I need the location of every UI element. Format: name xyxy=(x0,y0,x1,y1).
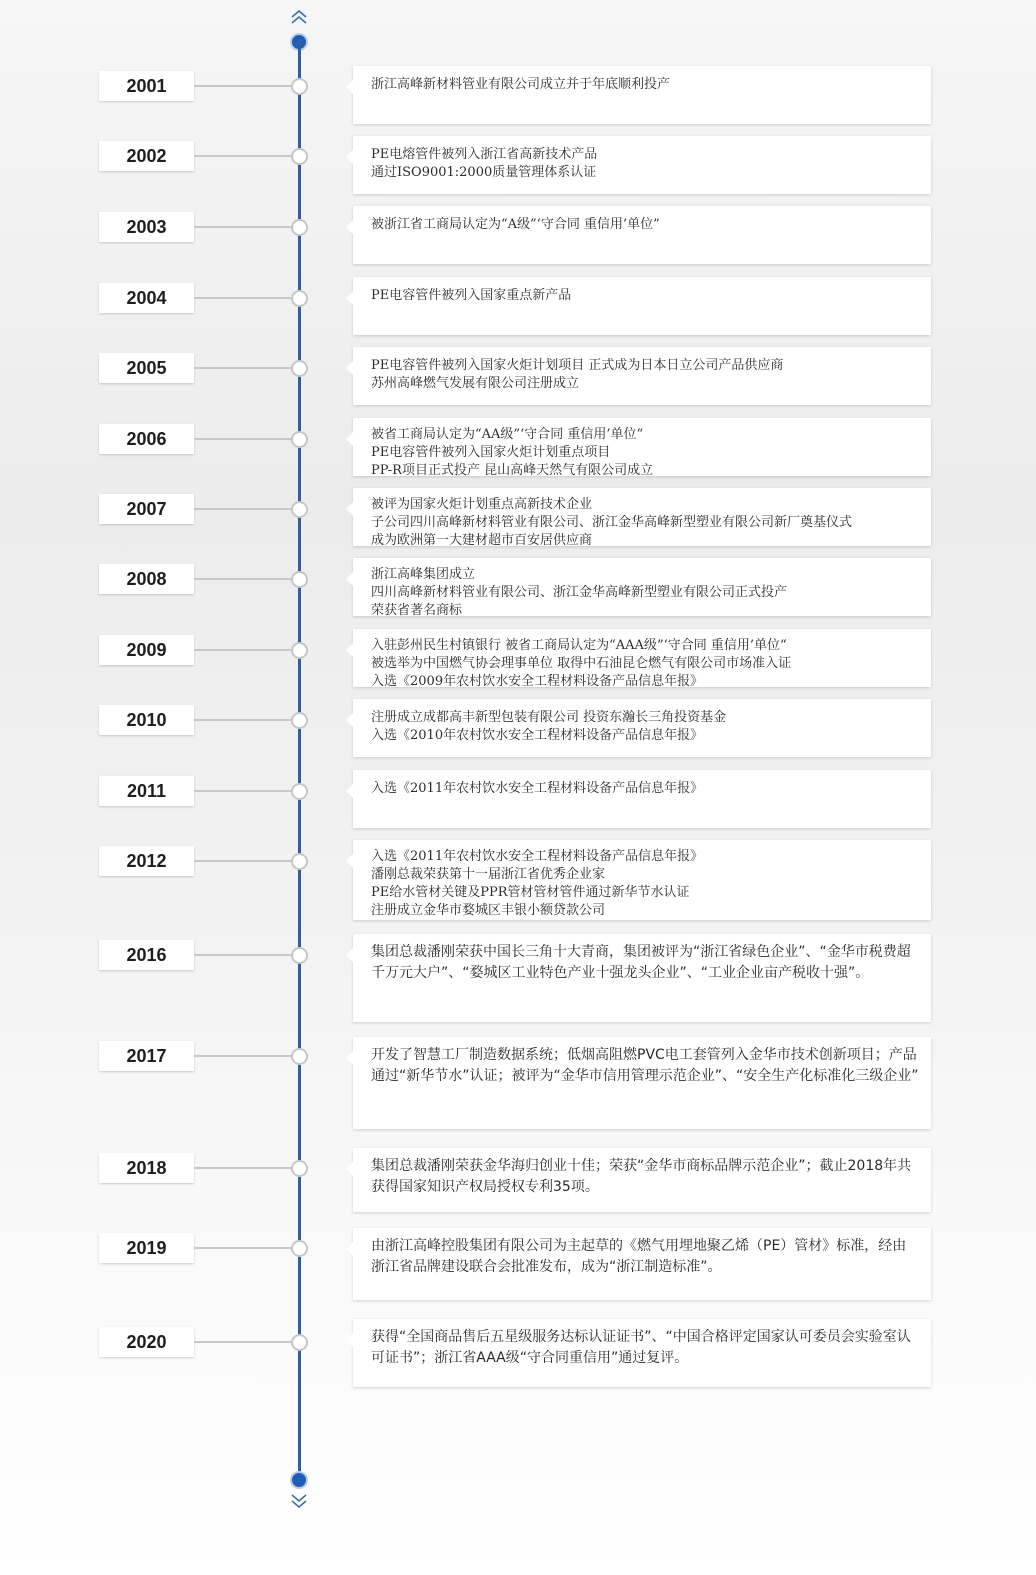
event-text: 子公司四川高峰新材料管业有限公司、浙江金华高峰新型塑业有限公司新厂奠基仪式 xyxy=(371,515,853,530)
year-label: 2002 xyxy=(99,141,194,171)
year-connector-line xyxy=(194,578,292,580)
event-card xyxy=(353,558,931,616)
timeline-node xyxy=(291,148,308,165)
timeline-node xyxy=(291,642,308,659)
event-text: PE电容管件被列入国家重点新产品 xyxy=(371,288,572,303)
event-text: 浙江高峰新材料管业有限公司成立并于年底顺利投产 xyxy=(371,77,671,92)
event-text: 被选举为中国燃气协会理事单位 取得中石油昆仑燃气有限公司市场准入证 xyxy=(371,656,792,671)
year-connector-line xyxy=(194,367,292,369)
timeline-node xyxy=(291,290,308,307)
event-text: 由浙江高峰控股集团有限公司为主起草的《燃气用埋地聚乙烯（PE）管材》标准，经由浙江省品牌建设联合会批准发布，成为“浙江制造标准”。 xyxy=(371,1238,907,1275)
timeline-axis-line xyxy=(298,40,301,1480)
year-label: 2006 xyxy=(99,424,194,454)
event-card xyxy=(353,136,931,194)
timeline-node xyxy=(291,1160,308,1177)
event-text: 通过ISO9001:2000质量管理体系认证 xyxy=(371,165,597,180)
event-text: 成为欧洲第一大建材超市百安居供应商 xyxy=(371,533,593,548)
event-card xyxy=(353,206,931,264)
event-text: 苏州高峰燃气发展有限公司注册成立 xyxy=(371,376,580,391)
year-connector-line xyxy=(194,297,292,299)
timeline-node xyxy=(291,1334,308,1351)
timeline-node xyxy=(291,853,308,870)
year-connector-line xyxy=(194,226,292,228)
year-connector-line xyxy=(194,860,292,862)
event-text: PE电容管件被列入国家火炬计划项目 正式成为日本日立公司产品供应商 xyxy=(371,358,784,373)
year-connector-line xyxy=(194,1167,292,1169)
timeline-node xyxy=(291,947,308,964)
event-text: 被浙江省工商局认定为“A级”‘守合同 重信用’单位” xyxy=(371,217,660,232)
timeline-node xyxy=(291,219,308,236)
event-text: 被评为国家火炬计划重点高新技术企业 xyxy=(371,497,593,512)
event-card xyxy=(353,488,931,546)
event-card xyxy=(353,347,931,405)
event-text: 入选《2011年农村饮水安全工程材料设备产品信息年报》 xyxy=(371,849,704,864)
event-card xyxy=(353,699,931,757)
year-connector-line xyxy=(194,649,292,651)
year-connector-line xyxy=(194,719,292,721)
year-label: 2012 xyxy=(99,846,194,876)
year-connector-line xyxy=(194,1055,292,1057)
year-connector-line xyxy=(194,85,292,87)
event-text: 被省工商局认定为“AA级”‘守合同 重信用’单位“ xyxy=(371,427,644,442)
year-label: 2019 xyxy=(99,1233,194,1263)
timeline-node xyxy=(291,1048,308,1065)
year-label: 2009 xyxy=(99,635,194,665)
year-connector-line xyxy=(194,954,292,956)
year-label: 2008 xyxy=(99,564,194,594)
event-card xyxy=(353,840,931,920)
timeline-node xyxy=(291,783,308,800)
event-text: 集团总裁潘刚荣获金华海归创业十佳；荣获“金华市商标品牌示范企业”；截止2018年共获得国家知识产权局授权专利35项。 xyxy=(371,1158,912,1195)
timeline-node xyxy=(291,712,308,729)
event-text: 潘刚总裁荣获第十一届浙江省优秀企业家 xyxy=(371,867,606,882)
event-card xyxy=(353,418,931,476)
timeline-node xyxy=(291,501,308,518)
timeline-node xyxy=(291,571,308,588)
event-card xyxy=(353,934,931,1022)
event-card xyxy=(353,66,931,124)
event-text: 获得“全国商品售后五星级服务达标认证证书”、“中国合格评定国家认可委员会实验室认可证书”；浙江省AAA级“守合同重信用”通过复评。 xyxy=(371,1329,911,1366)
event-card xyxy=(353,1148,931,1212)
event-card xyxy=(353,1319,931,1387)
year-connector-line xyxy=(194,790,292,792)
event-text: 入选《2009年农村饮水安全工程材料设备产品信息年报》 xyxy=(371,674,704,689)
year-label: 2010 xyxy=(99,705,194,735)
event-text: PE电熔管件被列入浙江省高新技术产品 xyxy=(371,147,598,162)
event-text: 入驻彭州民生村镇银行 被省工商局认定为“AAA级”‘守合同 重信用’单位“ xyxy=(371,638,787,653)
event-text: 开发了智慧工厂制造数据系统；低烟高阻燃PVC电工套管列入金华市技术创新项目；产品通过“新华节水”认证；被评为“金华市信用管理示范企业”、“安全生产化标准化三级企业” xyxy=(371,1047,919,1084)
year-label: 2007 xyxy=(99,494,194,524)
year-connector-line xyxy=(194,508,292,510)
year-connector-line xyxy=(194,155,292,157)
event-text: 荣获省著名商标 xyxy=(371,603,463,618)
year-label: 2005 xyxy=(99,353,194,383)
year-label: 2018 xyxy=(99,1153,194,1183)
event-text: PE给水管材关键及PPR管材管材管件通过新华节水认证 xyxy=(371,885,690,900)
chevron-down-icon[interactable] xyxy=(290,1492,308,1510)
year-label: 2001 xyxy=(99,71,194,101)
event-text: PE电容管件被列入国家火炬计划重点项目 xyxy=(371,445,611,460)
year-label: 2020 xyxy=(99,1327,194,1357)
timeline-node xyxy=(291,360,308,377)
event-card xyxy=(353,770,931,828)
year-connector-line xyxy=(194,438,292,440)
year-label: 2003 xyxy=(99,212,194,242)
event-card xyxy=(353,1228,931,1300)
year-connector-line xyxy=(194,1341,292,1343)
year-label: 2004 xyxy=(99,283,194,313)
event-card xyxy=(353,277,931,335)
event-text: 注册成立成都高丰新型包装有限公司 投资东瀚长三角投资基金 xyxy=(371,710,727,725)
timeline-node xyxy=(291,431,308,448)
event-text: 浙江高峰集团成立 xyxy=(371,567,476,582)
year-label: 2017 xyxy=(99,1041,194,1071)
event-text: 集团总裁潘刚荣获中国长三角十大青商，集团被评为“浙江省绿色企业”、“金华市税费超千万元大户”、“婺城区工业特色产业十强龙头企业”、“工业企业亩产税收十强”。 xyxy=(371,944,911,981)
event-text: 入选《2010年农村饮水安全工程材料设备产品信息年报》 xyxy=(371,728,704,743)
event-card xyxy=(353,1037,931,1129)
timeline-node xyxy=(291,1240,308,1257)
event-text: 四川高峰新材料管业有限公司、浙江金华高峰新型塑业有限公司正式投产 xyxy=(371,585,788,600)
chevron-up-icon[interactable] xyxy=(290,8,308,26)
year-connector-line xyxy=(194,1247,292,1249)
event-text: 注册成立金华市婺城区丰银小额贷款公司 xyxy=(371,903,606,918)
year-label: 2011 xyxy=(99,776,194,806)
event-card xyxy=(353,629,931,687)
event-text: PP-R项目正式投产 昆山高峰天然气有限公司成立 xyxy=(371,463,654,478)
timeline-end-dot xyxy=(292,1473,306,1487)
timeline-node xyxy=(291,78,308,95)
year-label: 2016 xyxy=(99,940,194,970)
event-text: 入选《2011年农村饮水安全工程材料设备产品信息年报》 xyxy=(371,781,704,796)
